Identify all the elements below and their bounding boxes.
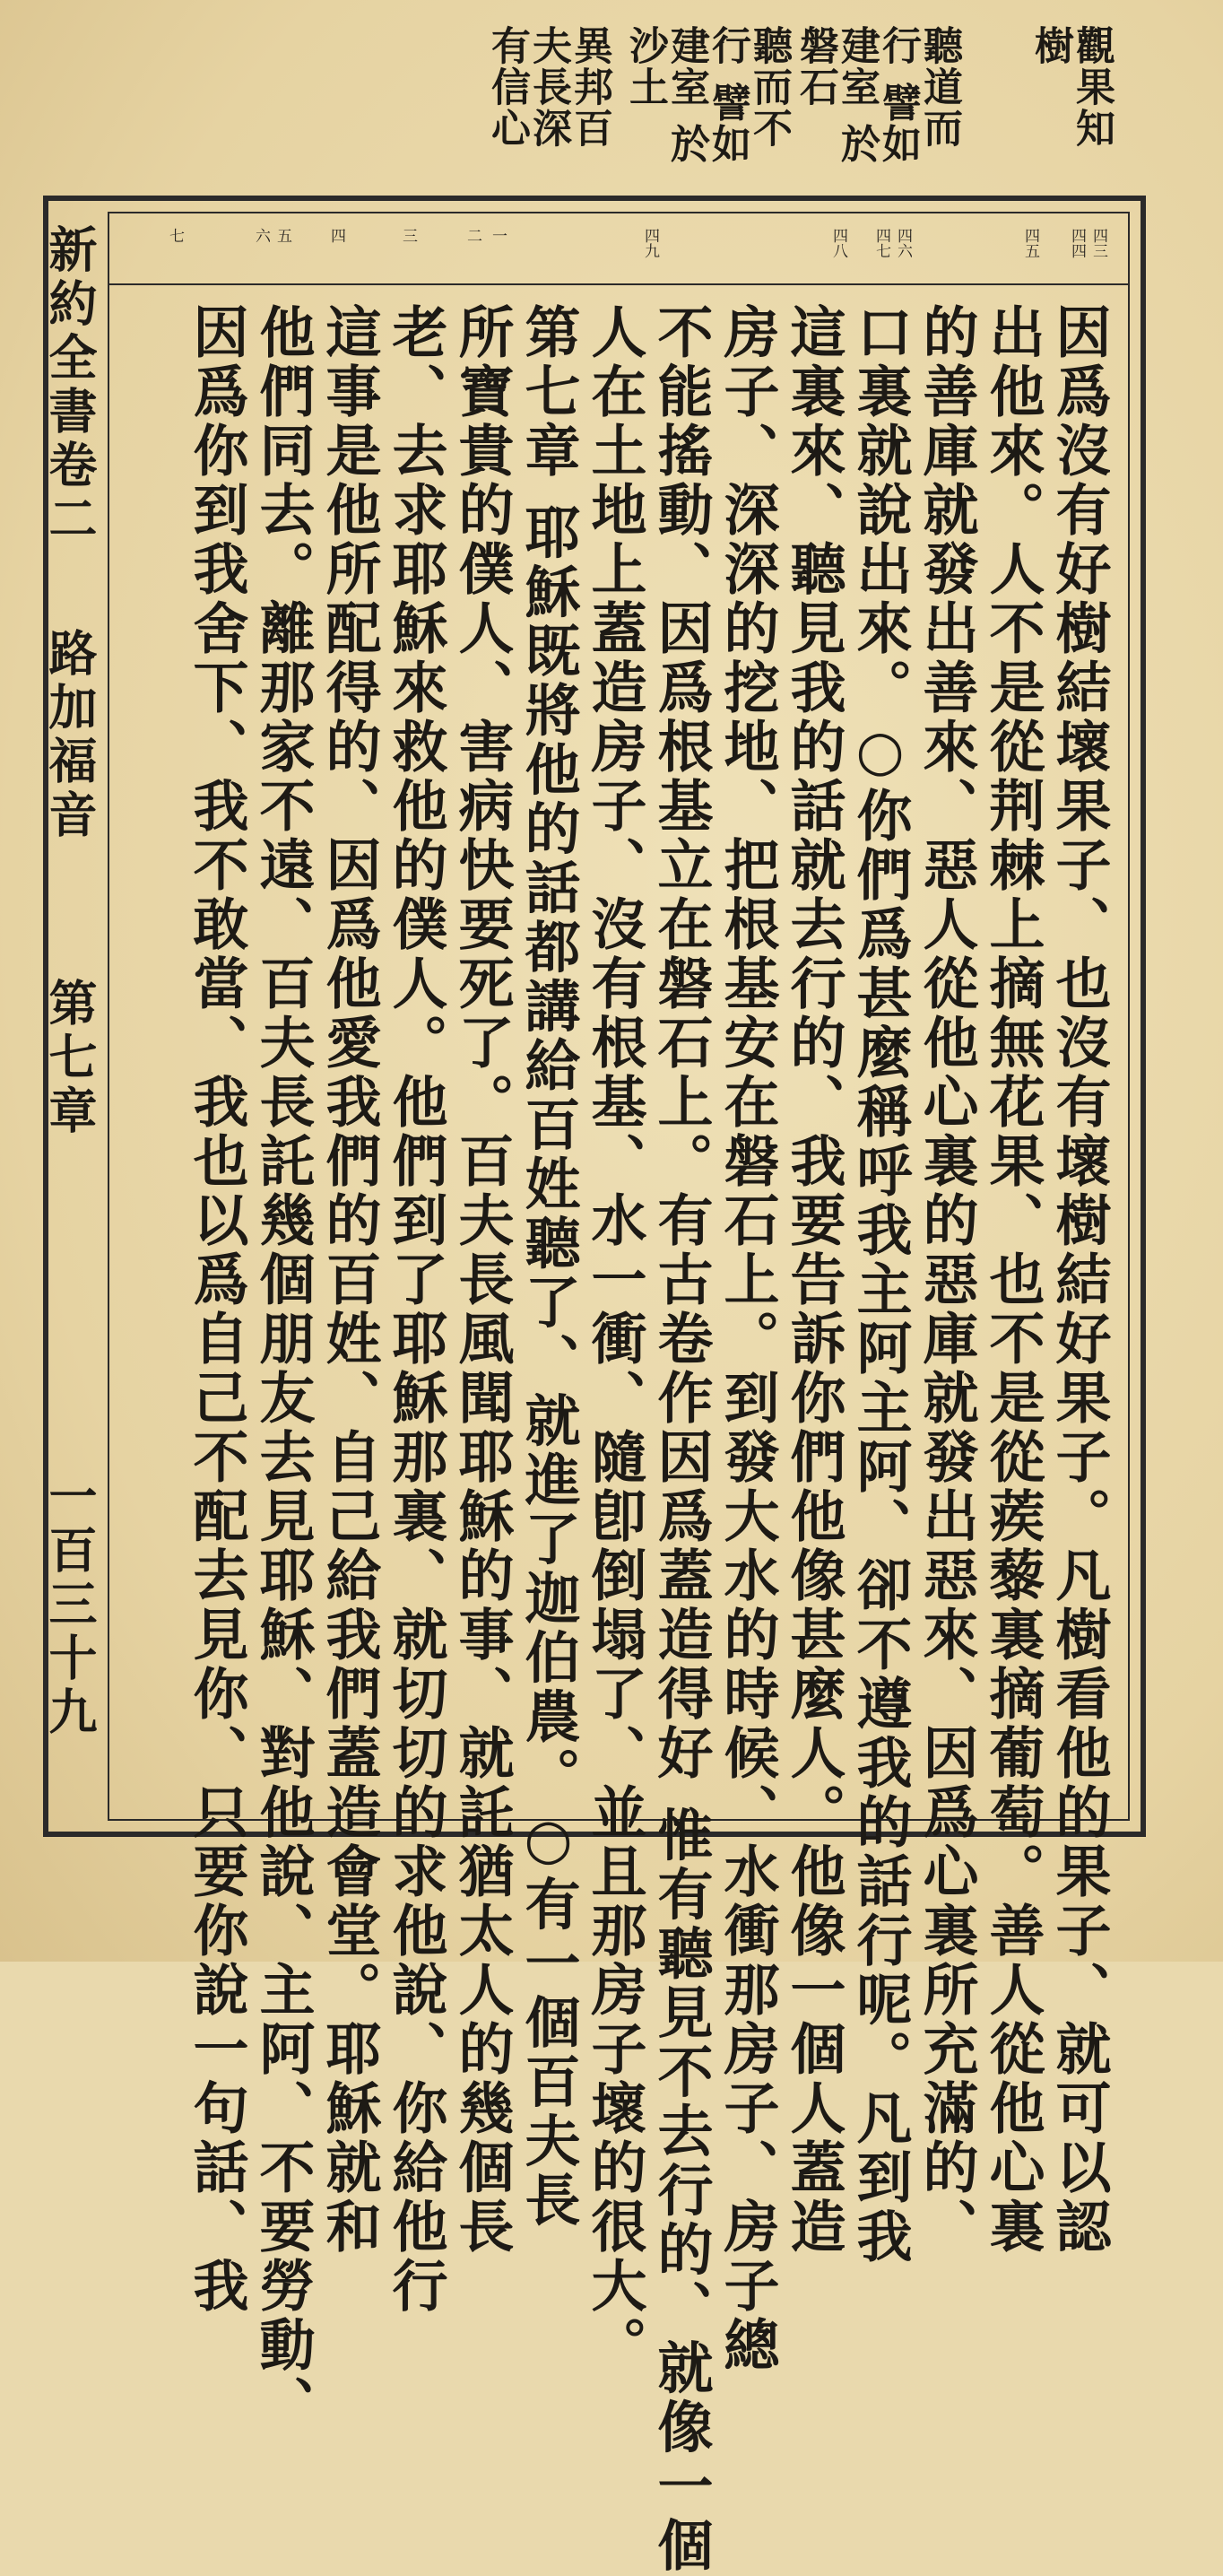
text-frame [43, 196, 1146, 2576]
text-column: 口裏就說出來。○你們爲甚麼稱呼我主阿主阿、卻不遵我的話行呢。凡到我 [847, 303, 913, 2267]
text-column: 老、去求耶穌來救他的僕人。他們到了耶穌那裏、就切切的求他說、你給他行 [383, 303, 448, 2316]
headnote-1: 觀果知樹 [1028, 25, 1115, 149]
verse-number: 二 [464, 228, 481, 243]
verse-number: 四 [327, 228, 345, 243]
text-column: 房子、深深的挖地、把根基安在磐石上。到發大水的時候、水衝那房子、房子總 [715, 303, 780, 2375]
verse-number: 六 [252, 228, 270, 243]
text-column: 這事是他所配得的、因爲他愛我們的百姓、自己給我們蓋造會堂。耶穌就和 [317, 303, 382, 2257]
headnote-4: 異邦百夫長深有信心 [484, 25, 612, 149]
text-frame-inner [108, 212, 1130, 2576]
text-column: 不能搖動、因爲根基立在磐石上。有古卷作因爲蓋造得好 惟有聽見不去行的、就像一個 [648, 303, 714, 2576]
verse-number: 五 [273, 228, 291, 243]
text-column: 所寶貴的僕人、害病快要死了。百夫長風聞耶穌的事、就託猶太人的幾個長 [449, 303, 515, 2257]
verse-number: 四五 [1021, 228, 1039, 258]
verse-number: 四八 [829, 228, 847, 258]
text-column: 他們同去。離那家不遠、百夫長託幾個朋友去見耶穌、對他說、主阿、不要勞動、 [250, 303, 316, 2434]
verse-number-strip [109, 213, 1128, 285]
text-column: 人在土地上蓋造房子、沒有根基、水一衝、隨卽倒塌了、並且那房子壞的很大。 [582, 303, 647, 2375]
running-header-gospel: 路加福音 [41, 628, 99, 843]
scripture-body [145, 303, 1112, 2576]
running-header-book: 新約全書卷二 [41, 224, 99, 547]
running-header-chapter: 第七章 [41, 978, 99, 1139]
verse-number: 一 [489, 228, 507, 243]
text-column: 出他來。人不是從荆棘上摘無花果、也不是從蒺藜裏摘葡萄。善人從他心裏 [980, 303, 1045, 2257]
text-column: 因爲沒有好樹結壞果子、也沒有壞樹結好果子。凡樹看他的果子、就可以認 [1046, 303, 1112, 2257]
verse-number: 四七 [872, 228, 890, 258]
verse-number: 四四 [1068, 228, 1086, 258]
verse-number: 四六 [894, 228, 912, 258]
verse-number: 七 [166, 228, 184, 243]
page-number: 一百三十九 [41, 1471, 99, 1740]
headnotes [430, 25, 1115, 187]
text-column: 的善庫就發出善來、惡人從他心裏的惡庫就發出惡來、因爲心裏所充滿的、 [914, 303, 979, 2257]
verse-number: 四九 [641, 228, 659, 258]
text-column: 因爲你到我舍下、我不敢當、我也以爲自己不配去見你、只要你說一句話、我 [184, 303, 249, 2316]
headnote-2: 聽道而行 譬如建室 於磐石 [793, 25, 962, 165]
text-column: 這裏來、聽見我的話就去行的、我要告訴你們他像甚麼人。他像一個人蓋造 [781, 303, 846, 2257]
text-column-chapter-start: 第七章 耶穌既將他的話都講給百姓聽了、就進了迦伯農。○有一個百夫長 [516, 303, 581, 2231]
headnote-3: 聽而不行 譬如建室 於沙土 [622, 25, 792, 165]
verse-number: 三 [399, 228, 417, 243]
verse-number: 四三 [1089, 228, 1107, 258]
